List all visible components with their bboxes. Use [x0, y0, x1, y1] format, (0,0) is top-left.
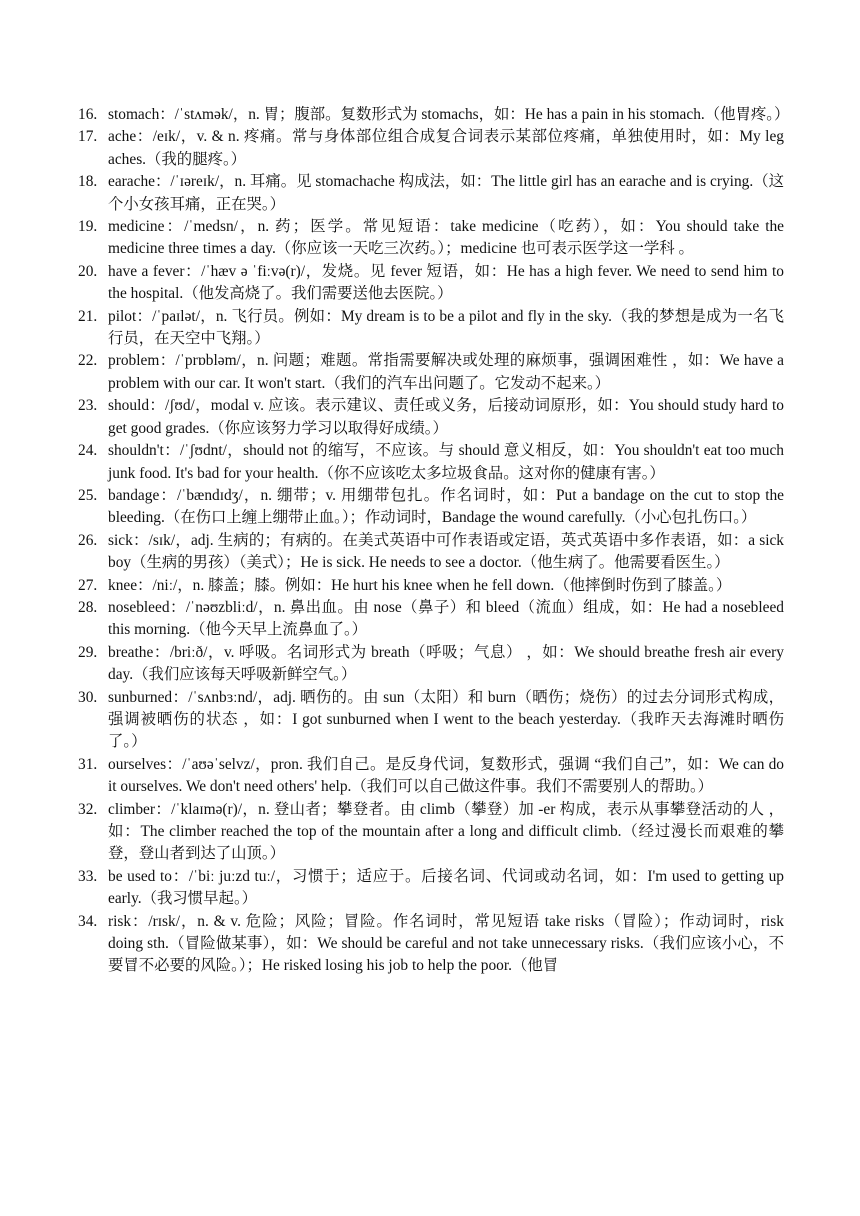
item-text: sick：/sɪk/，adj. 生病的；有病的。在美式英语中可作表语或定语，英式英语中多作表语，如：a sick boy（生病的男孩）（美式）；He is sick. He needs to see a doctor.（他生病了。他需要看医生。）	[108, 531, 784, 572]
list-item	[78, 911, 784, 978]
item-number: 31.	[78, 755, 98, 773]
item-number: 24.	[78, 442, 98, 460]
item-number: 26.	[78, 531, 98, 549]
list-item	[78, 216, 784, 261]
item-text: stomach：/ˈstʌmək/，n. 胃；腹部。复数形式为 stomachs，如：He has a pain in his stomach.（他胃疼。）	[108, 106, 790, 123]
list-item	[78, 261, 784, 306]
item-text: nosebleed：/ˈnəʊzbliːd/，n. 鼻出血。由 nose（鼻子）和 bleed（流血）组成，如：He had a nosebleed this morning.（他今天早上流鼻血了。）	[108, 598, 784, 639]
item-text: problem：/ˈprɒbləm/，n. 问题；难题。常指需要解决或处理的麻烦事，强调困难性 ，如：We have a problem with our car. It won't start.（我们的汽车出问题了。它发动不起来。）	[108, 352, 784, 392]
item-number: 33.	[78, 867, 98, 885]
list-item	[78, 126, 784, 171]
list-item	[78, 306, 784, 351]
list-item	[78, 866, 784, 911]
item-number: 25.	[78, 486, 98, 504]
item-text: risk：/rɪsk/，n. & v. 危险；风险；冒险。作名词时，常见短语 take risks（冒险）；作动词时，risk doing sth.（冒险做某事），如：We should be careful and not take unnecessary risks.（我们应该小心，不要冒不必要的风险。）；He risked losing his job to help the poor.（他冒	[108, 912, 784, 975]
list-item	[78, 754, 784, 799]
item-text: climber：/ˈklaɪmə(r)/，n. 登山者；攀登者。由 climb（攀登）加 -er 构成，表示从事攀登活动的人 ，如：The climber reached the top of the mountain after a long and difficult climb.（经过漫长而艰难的攀登，登山者到达了山顶。）	[108, 800, 784, 863]
item-text: ourselves：/ˈaʊəˈselvz/，pron. 我们自己。是反身代词，复数形式，强调 “我们自己”，如：We can do it ourselves. We don't need others' help.（我们可以自己做这件事。我们不需要别人的帮助。）	[108, 755, 784, 796]
vocabulary-list	[78, 104, 790, 978]
item-number: 32.	[78, 800, 98, 818]
list-item	[78, 104, 790, 126]
item-number: 22.	[78, 352, 98, 370]
item-text: have a fever：/ˈhæv ə ˈfiːvə(r)/，发烧。见 fever 短语，如：He has a high fever. We need to send him to the hospital.（他发高烧了。我们需要送他去医院。）	[108, 262, 784, 303]
item-number: 34.	[78, 912, 98, 930]
list-item	[78, 350, 784, 395]
item-text: medicine：/ˈmedsn/，n. 药；医学。常见短语：take medicine（吃药），如：You should take the medicine three times a day.（你应该一天吃三次药。）；medicine 也可表示医学这一学科 。	[108, 218, 784, 258]
item-number: 16.	[78, 106, 98, 123]
item-text: knee：/niː/，n. 膝盖；膝。例如：He hurt his knee when he fell down.（他摔倒时伤到了膝盖。）	[108, 576, 732, 594]
list-item	[78, 395, 784, 440]
item-number: 18.	[78, 173, 98, 191]
list-item	[78, 530, 784, 575]
item-text: breathe：/briːð/，v. 呼吸。名词形式为 breath（呼吸；气息） ，如：We should breathe fresh air every day.（我们应该每天呼吸新鲜空气。）	[108, 643, 784, 684]
list-item	[78, 440, 784, 485]
item-number: 21.	[78, 307, 98, 325]
list-item	[78, 642, 784, 687]
item-text: pilot：/ˈpaɪlət/，n. 飞行员。例如：My dream is to be a pilot and fly in the sky.（我的梦想是成为一名飞行员，在天空中飞翔。）	[108, 307, 784, 348]
item-number: 19.	[78, 218, 98, 236]
item-number: 23.	[78, 397, 98, 415]
item-text: bandage：/ˈbændɪdʒ/，n. 绷带；v. 用绷带包扎。作名词时，如：Put a bandage on the cut to stop the bleeding.（在伤口上缠上绷带止血。）；作动词时，Bandage the wound carefully.（小心包扎伤口。）	[108, 486, 784, 527]
list-item	[78, 575, 784, 597]
item-number: 20.	[78, 262, 98, 280]
item-text: shouldn't：/ˈʃʊdnt/，should not 的缩写，不应该。与 should 意义相反，如：You shouldn't eat too much junk food. It's bad for your health.（你不应该吃太多垃圾食品。这对你的健康有害。）	[108, 442, 784, 482]
item-number: 30.	[78, 688, 98, 706]
item-text: sunburned：/ˈsʌnbɜːnd/，adj. 晒伤的。由 sun（太阳）和 burn（晒伤；烧伤）的过去分词形式构成，强调被晒伤的状态 ，如：I got sunburned when I went to the beach yesterday.（我昨天去海滩时晒伤了。）	[108, 688, 784, 751]
item-text: ache：/eɪk/，v. & n. 疼痛。常与身体部位组合成复合词表示某部位疼痛，单独使用时，如：My leg aches.（我的腿疼。）	[108, 128, 784, 168]
item-text: earache：/ˈɪəreɪk/，n. 耳痛。见 stomachache 构成法，如：The little girl has an earache and is crying.（这个小女孩耳痛，正在哭。）	[108, 173, 784, 213]
list-item	[78, 171, 784, 216]
item-number: 17.	[78, 128, 98, 146]
list-item	[78, 485, 784, 530]
list-item	[78, 597, 784, 642]
item-number: 27.	[78, 576, 98, 594]
item-text: be used to：/ˈbiː juːzd tuː/，习惯于；适应于。后接名词、代词或动名词，如：I'm used to getting up early.（我习惯早起。）	[108, 867, 784, 908]
list-item	[78, 687, 784, 754]
item-text: should：/ʃʊd/，modal v. 应该。表示建议、责任或义务，后接动词原形，如：You should study hard to get good grades.（你应该努力学习以取得好成绩。）	[108, 397, 784, 437]
list-item	[78, 799, 784, 866]
item-number: 28.	[78, 598, 98, 616]
item-number: 29.	[78, 643, 98, 661]
